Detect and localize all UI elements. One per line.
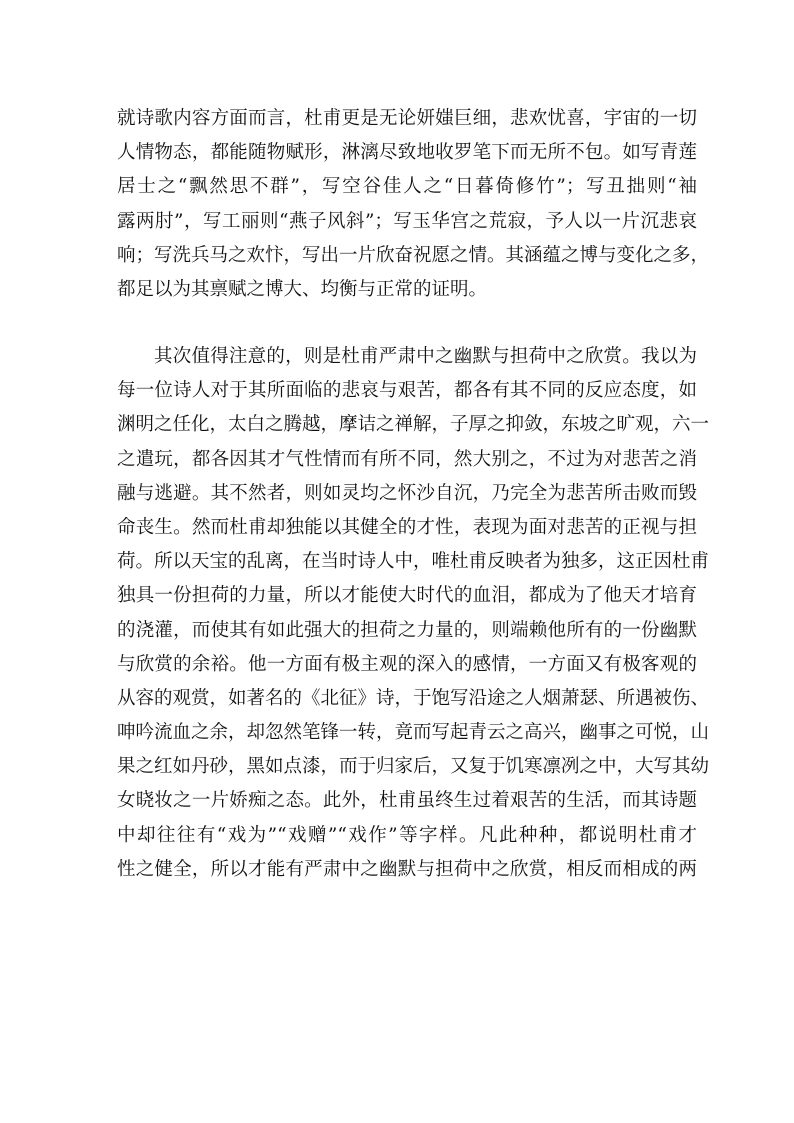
paragraph-line: 露两肘”，写工丽则“燕子风斜”；写玉华宫之荒寂，予人以一片沉悲哀 <box>117 210 697 232</box>
paragraph-line: 果之红如丹砂，黑如点漆，而于归家后，又复于饥寒凛冽之中，大写其幼 <box>117 756 710 778</box>
paragraph-line: 的浇灌，而使其有如此强大的担荷之力量的，则端赖他所有的一份幽默 <box>117 619 697 641</box>
paragraph-line: 女晓妆之一片娇痴之态。此外，杜甫虽终生过着艰苦的生活，而其诗题 <box>117 790 697 812</box>
paragraph-line: 之遣玩，都各因其才气性情而有所不同，然大别之，不过为对悲苦之消 <box>117 448 697 470</box>
paragraph-line: 其次值得注意的，则是杜甫严肃中之幽默与担荷中之欣赏。我以为 <box>154 346 697 367</box>
paragraph-line: 响；写洗兵马之欢忭，写出一片欣奋祝愿之情。其涵蕴之博与变化之多， <box>117 244 710 266</box>
paragraph-line: 荷。所以天宝的乱离，在当时诗人中，唯杜甫反映者为独多，这正因杜甫 <box>117 551 710 573</box>
paragraph-line: 命丧生。然而杜甫却独能以其健全的才性，表现为面对悲苦的正视与担 <box>117 516 697 538</box>
paragraph-line: 都足以为其禀赋之博大、均衡与正常的证明。 <box>117 278 488 300</box>
paragraph-line: 每一位诗人对于其所面临的悲哀与艰苦，都各有其不同的反应态度，如 <box>117 380 697 402</box>
paragraph-line: 人情物态，都能随物赋形，淋漓尽致地收罗笔下而无所不包。如写青莲 <box>117 142 697 164</box>
paragraph-2 <box>117 340 710 887</box>
paragraph-line: 居士之“飘然思不群”，写空谷佳人之“日暮倚修竹”；写丑拙则“袖 <box>117 176 697 198</box>
paragraph-line: 与欣赏的余裕。他一方面有极主观的深入的感情，一方面又有极客观的 <box>117 653 697 675</box>
paragraph-line: 渊明之任化，太白之腾越，摩诘之禅解，子厚之抑敛，东坡之旷观，六一 <box>117 414 710 436</box>
paragraph-line: 中却往往有“戏为”“戏赠”“戏作”等字样。凡此种种，都说明杜甫才 <box>117 824 697 846</box>
paragraph-line: 独具一份担荷的力量，所以才能使大时代的血泪，都成为了他天才培育 <box>117 585 697 607</box>
paragraph-line: 就诗歌内容方面而言，杜甫更是无论妍媸巨细，悲欢忧喜，宇宙的一切 <box>117 108 697 129</box>
paragraph-1 <box>117 102 710 307</box>
paragraph-line: 从容的观赏，如著名的《北征》诗，于饱写沿途之人烟萧瑟、所遇被伤、 <box>117 687 710 709</box>
paragraph-line: 融与逃避。其不然者，则如灵均之怀沙自沉，乃完全为悲苦所击败而毁 <box>117 482 697 504</box>
paragraph-line: 呻吟流血之余，却忽然笔锋一转，竟而写起青云之高兴，幽事之可悦，山 <box>117 722 710 744</box>
paragraph-line: 性之健全，所以才能有严肃中之幽默与担荷中之欣赏，相反而相成的两 <box>117 858 697 880</box>
